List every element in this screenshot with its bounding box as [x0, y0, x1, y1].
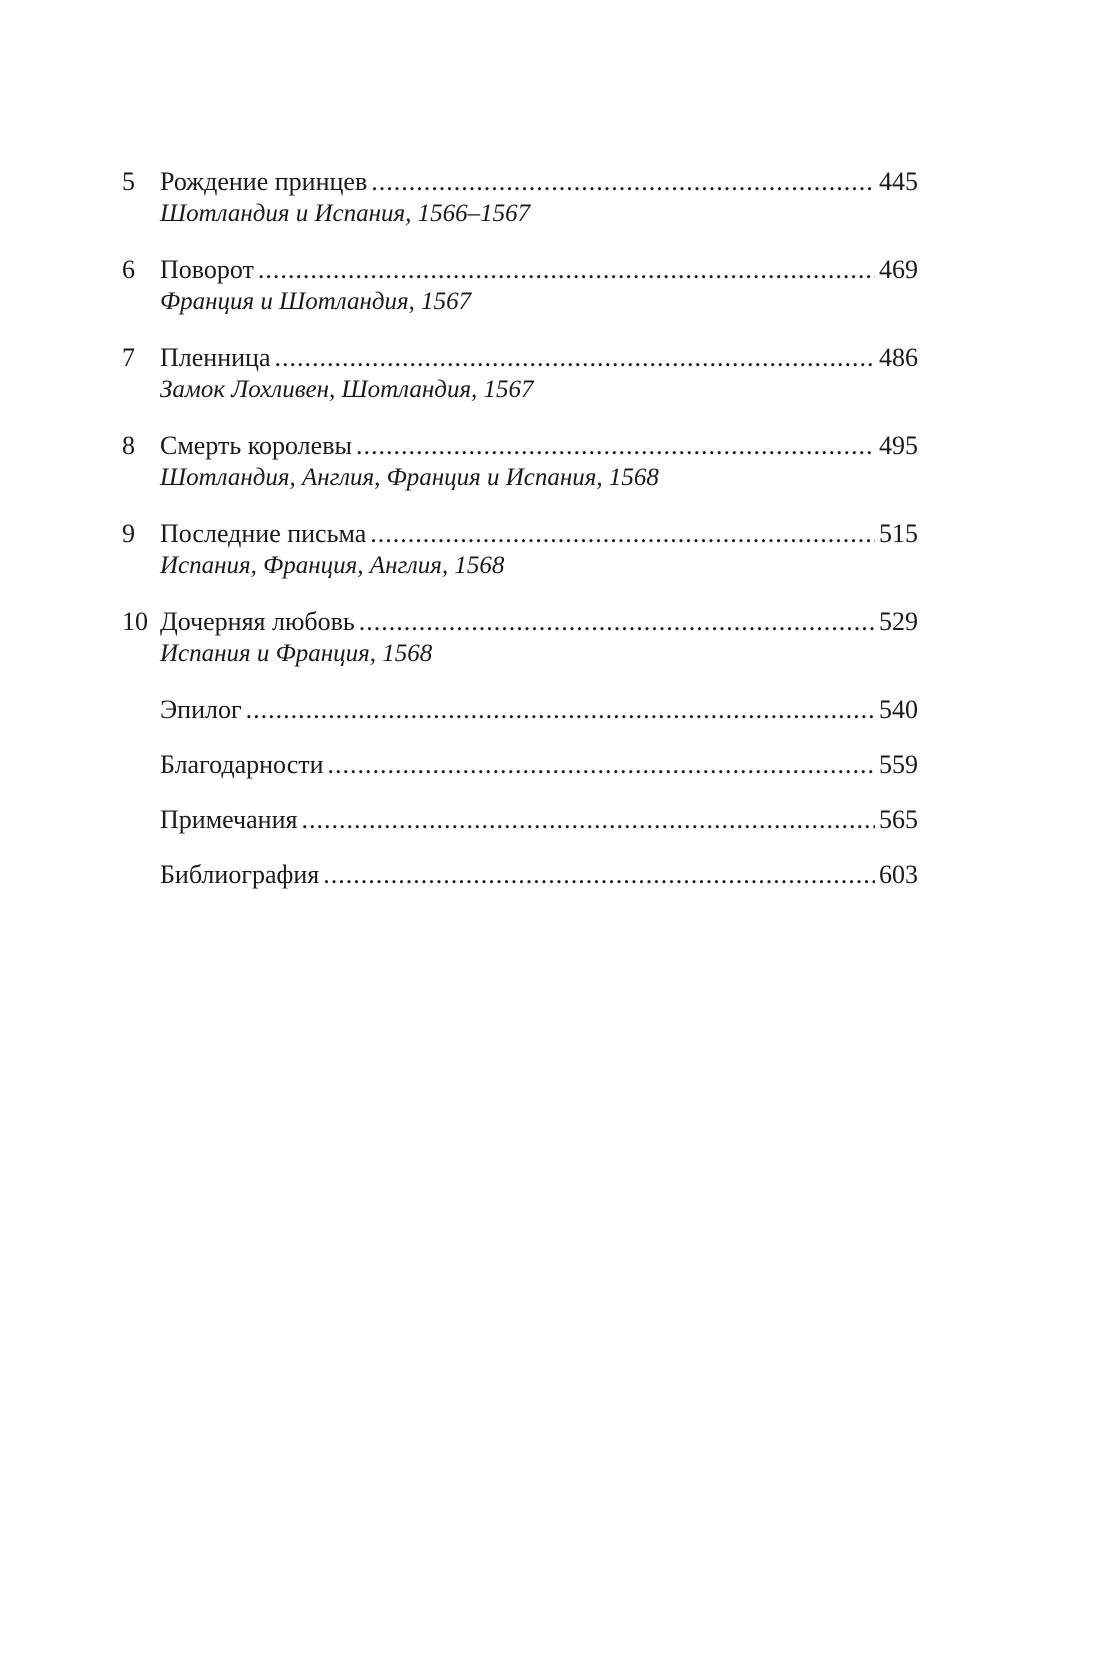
chapter-title[interactable]: Смерть королевы	[160, 431, 352, 460]
chapter-subtitle: Замок Лохливен, Шотландия, 1567	[160, 376, 534, 403]
chapter-title[interactable]: Поворот	[160, 255, 254, 284]
dot-leader	[275, 342, 876, 374]
toc-entry-bibliography[interactable]	[122, 859, 918, 891]
dot-leader	[359, 606, 875, 638]
page-number: 603	[879, 860, 918, 889]
entry-title[interactable]: Эпилог	[160, 695, 242, 724]
dot-leader	[356, 430, 875, 462]
entry-title[interactable]: Библиография	[160, 860, 320, 889]
dot-leader	[328, 749, 875, 781]
chapter-subtitle: Шотландия, Англия, Франция и Испания, 1568	[160, 464, 659, 491]
page-number: 495	[879, 431, 918, 460]
toc-entry-acknowledgements[interactable]	[122, 749, 918, 781]
toc-entry-epilogue[interactable]	[122, 694, 918, 726]
table-of-contents	[122, 166, 918, 914]
page-number: 469	[879, 255, 918, 284]
chapter-number: 5	[122, 167, 135, 196]
chapter-number: 9	[122, 519, 135, 548]
toc-entry-chapter-5[interactable]	[122, 166, 918, 230]
chapter-title[interactable]: Рождение принцев	[160, 167, 368, 196]
dot-leader	[371, 166, 875, 198]
page-number: 559	[879, 750, 918, 779]
dot-leader	[246, 694, 875, 726]
toc-entry-notes[interactable]	[122, 804, 918, 836]
page-number: 540	[879, 695, 918, 724]
page-number: 565	[879, 805, 918, 834]
chapter-subtitle: Испания, Франция, Англия, 1568	[160, 552, 505, 579]
dot-leader	[258, 254, 875, 286]
entry-title[interactable]: Примечания	[160, 805, 298, 834]
dot-leader	[370, 518, 875, 550]
chapter-number: 6	[122, 255, 135, 284]
chapter-number: 7	[122, 343, 135, 372]
toc-entry-chapter-6[interactable]	[122, 254, 918, 318]
chapter-title[interactable]: Последние письма	[160, 519, 367, 548]
page-number: 515	[879, 519, 918, 548]
toc-entry-chapter-8[interactable]	[122, 430, 918, 494]
chapter-subtitle: Шотландия и Испания, 1566–1567	[160, 200, 531, 227]
chapter-title[interactable]: Дочерняя любовь	[160, 607, 355, 636]
page-number: 486	[879, 343, 918, 372]
dot-leader	[323, 859, 875, 891]
toc-entry-chapter-7[interactable]	[122, 342, 918, 406]
page-number: 445	[879, 167, 918, 196]
chapter-subtitle: Франция и Шотландия, 1567	[160, 288, 472, 315]
toc-entry-chapter-9[interactable]	[122, 518, 918, 582]
page-number: 529	[879, 607, 918, 636]
toc-entry-chapter-10[interactable]	[122, 606, 918, 670]
chapter-number: 8	[122, 431, 135, 460]
entry-title[interactable]: Благодарности	[160, 750, 324, 779]
chapter-number: 10	[122, 607, 148, 636]
dot-leader	[301, 804, 875, 836]
chapter-title[interactable]: Пленница	[160, 343, 271, 372]
chapter-subtitle: Испания и Франция, 1568	[160, 640, 433, 667]
